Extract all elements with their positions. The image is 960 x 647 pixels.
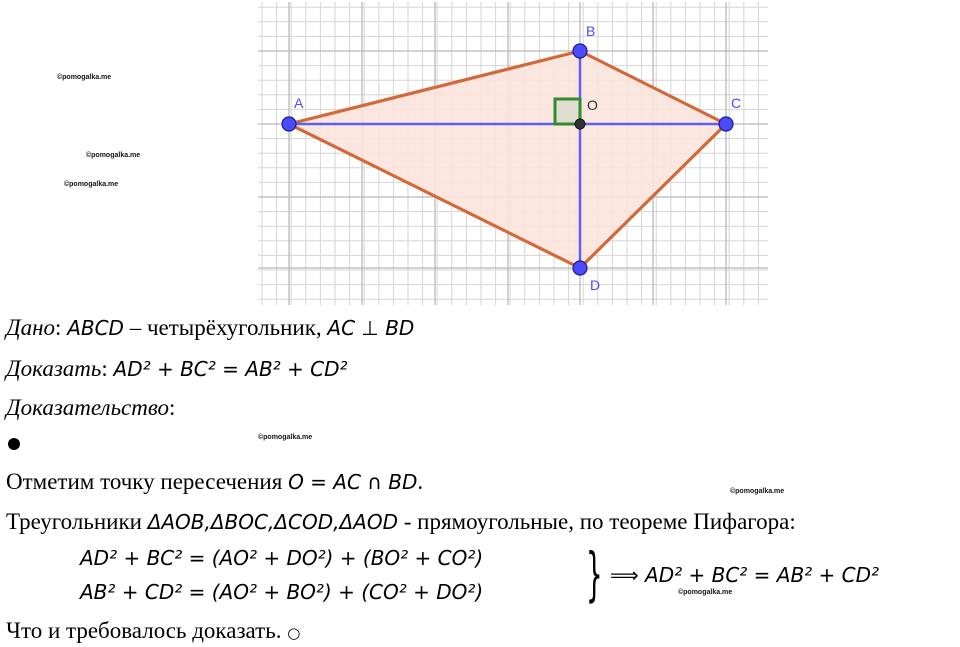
equation-1: AD² + BC² = (AO² + DO²) + (BO² + CO²) (80, 546, 484, 570)
prove-line: Доказать: AD² + BC² = AB² + CD² (6, 356, 348, 381)
point-c (719, 117, 733, 131)
given-line: Дано: ABCD – четырёхугольник, AC ⊥ BD (6, 315, 415, 340)
watermark: ©pomogalka.me (86, 152, 141, 159)
label-o: O (587, 97, 598, 113)
step2-line: Треугольники ΔAOB,ΔBOC,ΔCOD,ΔAOD - прямоугольные, по теореме Пифагора: (6, 509, 796, 534)
conclusion-line (6, 618, 300, 646)
conclusion-text: Что и требовалось доказать. (6, 618, 282, 643)
point-o (575, 119, 585, 129)
label-b: B (586, 23, 596, 39)
label-d: D (590, 277, 601, 293)
geometry-figure (0, 0, 960, 310)
prove-label: Доказать (6, 356, 102, 381)
proof-line: Доказательство: (6, 395, 176, 420)
right-brace: } (586, 540, 603, 608)
watermark: ©pomogalka.me (678, 589, 733, 596)
point-b (573, 44, 587, 58)
label-a: A (294, 95, 304, 111)
watermark: ©pomogalka.me (258, 434, 313, 441)
watermark: ©pomogalka.me (730, 488, 785, 495)
equation-2: AB² + CD² = (AO² + BO²) + (CO² + DO²) (80, 580, 484, 604)
prove-formula: AD² + BC² = AB² + CD² (113, 357, 348, 381)
label-c: C (731, 95, 742, 111)
point-a (282, 117, 296, 131)
watermark: ©pomogalka.me (64, 181, 119, 188)
step1-line: Отметим точку пересечения O = AC ∩ BD. (6, 469, 424, 494)
end-mark: ○ (287, 624, 301, 642)
point-d (573, 261, 587, 275)
bullet (8, 438, 20, 450)
result-formula: ⟹ AD² + BC² = AB² + CD² (610, 563, 880, 587)
triangles-list: ΔAOB,ΔBOC,ΔCOD,ΔAOD (147, 510, 398, 534)
given-label: Дано (6, 315, 56, 340)
watermark: ©pomogalka.me (57, 74, 112, 81)
proof-label: Доказательство (6, 395, 170, 420)
intersection-formula: O = AC ∩ BD (288, 470, 418, 494)
